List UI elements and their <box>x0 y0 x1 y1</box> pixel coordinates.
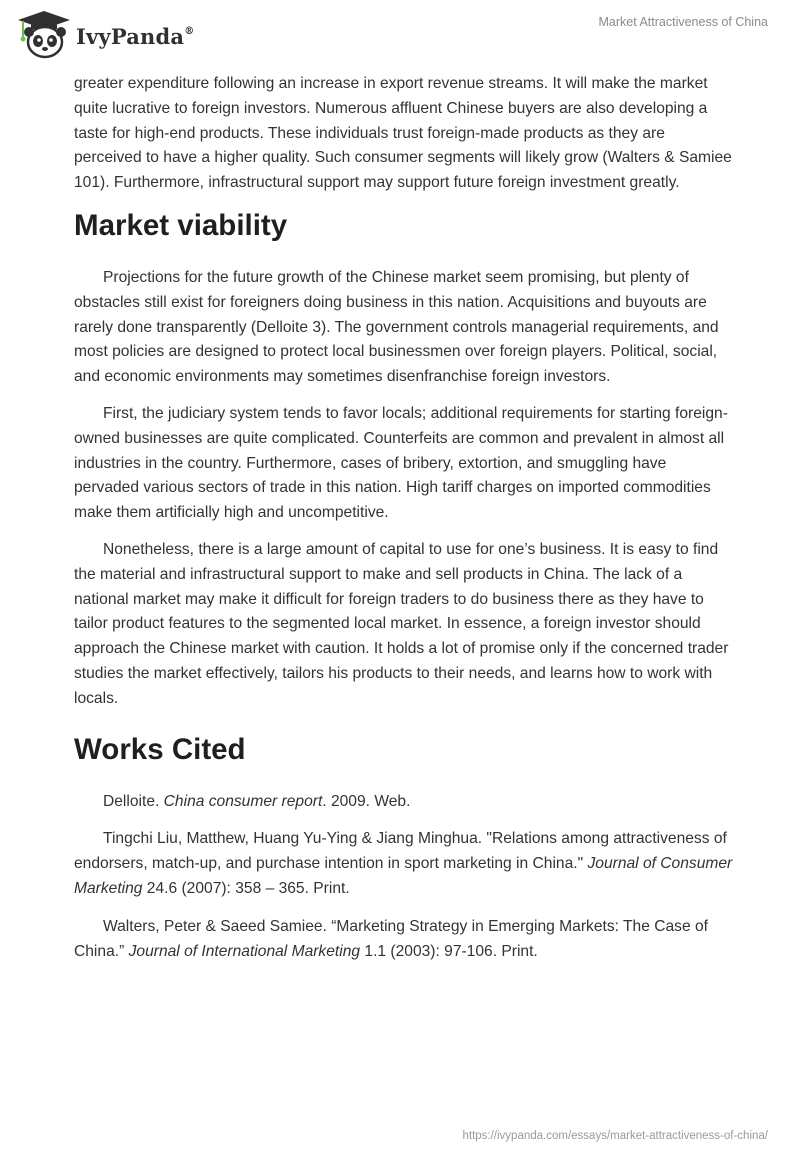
citation-entry: Tingchi Liu, Matthew, Huang Yu-Ying & Jiang Minghua. "Relations among attractiveness of endorsers, match-up, and purchase intention in sport marketing in China." Journal of Consumer Marketing 24.6 (2007): 358 – 365. Print. <box>74 830 733 897</box>
section-heading-works-cited: Works Cited <box>74 732 246 766</box>
page-header <box>0 0 800 70</box>
paragraph: Nonetheless, there is a large amount of capital to use for one’s business. It is easy to find the material and infrastructural support to make and sell products in China. The lack of a national market may make it difficult for foreign traders to do business there as they have to tailor product features to the segmented local market. In essence, a foreign investor should approach the Chinese market with caution. It holds a lot of promise only if the concerned trader studies the market effectively, tailors his products to their needs, and learns how to work with locals. <box>74 540 729 707</box>
section-heading-market-viability: Market viability <box>74 208 288 242</box>
essay-body <box>74 72 734 977</box>
paragraph: Projections for the future growth of the Chinese market seem promising, but plenty of obstacles still exist for foreigners doing business in this nation. Acquisitions and buyouts are rarely done transparently (Delloite 3). The government controls managerial requirements, and most policies are designed to protect local businessmen over foreign players. Political, social, and economic environments may sometimes disenfranchise foreign investors. <box>74 268 719 386</box>
document-title: Market Attractiveness of China <box>598 15 768 29</box>
works-cited-list <box>74 790 734 965</box>
ivypanda-logo[interactable] <box>14 8 214 60</box>
paragraph: First, the judiciary system tends to favor locals; additional requirements for starting foreign-owned businesses are quite complicated. Counterfeits are common and prevalent in almost all industries in the country. Furthermore, cases of bribery, extortion, and smuggling have pervaded various sectors of trade in this nation. High tariff charges on imported commodities make them artificially high and uncompetitive. <box>74 404 728 522</box>
citation-entry: Walters, Peter & Saeed Samiee. “Marketing Strategy in Emerging Markets: The Case of China.” Journal of International Marketing 1.1 (2003): 97-106. Print. <box>74 917 708 960</box>
intro-paragraph: greater expenditure following an increase in export revenue streams. It will make the market quite lucrative to foreign investors. Numerous affluent Chinese buyers are also developing a taste for high-end products. These individuals trust foreign-made products as they are perceived to have a higher quality. Such consumer segments will likely grow (Walters & Samiee 101). Furthermore, infrastructural support may support future foreign investment greatly. <box>74 75 732 192</box>
registered-mark: ® <box>184 26 195 37</box>
source-url[interactable]: https://ivypanda.com/essays/market-attractiveness-of-china/ <box>462 1130 768 1142</box>
brand-name: IvyPanda® <box>76 24 195 49</box>
citation-entry: Delloite. China consumer report. 2009. Web. <box>103 792 411 810</box>
panda-graduate-icon <box>14 8 74 60</box>
